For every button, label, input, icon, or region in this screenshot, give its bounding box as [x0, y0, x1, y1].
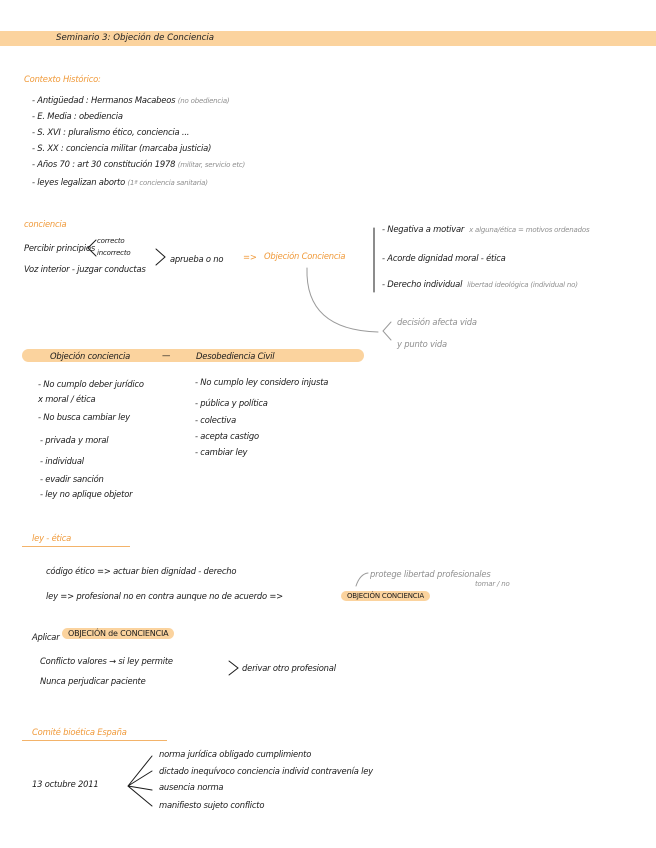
- contexto-item: - leyes legalizan aborto (1ª conciencia sanitaria): [32, 177, 208, 187]
- ley-etica-heading: ley - ética: [32, 533, 72, 543]
- aplicar-line-2: Nunca perjudicar paciente: [40, 676, 146, 686]
- contexto-item: - Antigüedad : Hermanos Macabeos (no obediencia): [32, 95, 230, 105]
- aplicar-label: Aplicar: [32, 632, 60, 642]
- aplicar-result: derivar otro profesional: [242, 663, 336, 673]
- left-list-item: - evadir sanción: [40, 474, 104, 484]
- afecta-brace: [383, 322, 391, 340]
- comite-item: dictado inequívoco conciencia individ contravenía ley: [159, 766, 373, 776]
- right-list-item: - No cumplo ley considero injusta: [195, 377, 329, 387]
- brace-aprueba: [156, 249, 165, 265]
- conciencia-left-2: Voz interior - juzgar conductas: [24, 264, 146, 274]
- afecta-note-2: y punto vida: [397, 339, 447, 349]
- ley-etica-line-2: ley => profesional no en contra aunque no de acuerdo =>: [46, 591, 283, 601]
- contexto-item: - E. Media : obediencia: [32, 111, 123, 121]
- aplicar-brace: [229, 661, 238, 675]
- left-list-item: - No busca cambiar ley: [38, 412, 130, 422]
- comparativa-dash: —: [162, 350, 171, 360]
- page-title: Seminario 3: Objeción de Conciencia: [56, 33, 215, 43]
- aplicar-line-1: Conflicto valores → si ley permite: [40, 656, 173, 666]
- ley-etica-line-1: código ético => actuar bien dignidad - derecho: [46, 566, 237, 576]
- right-list-item: - pública y política: [195, 398, 268, 408]
- objecion-curve: [307, 268, 378, 332]
- comparativa-left-title: Objeción conciencia: [50, 351, 131, 361]
- comparativa-right-title: Desobediencia Civil: [196, 351, 275, 361]
- left-list-item: - No cumplo deber jurídico: [38, 379, 144, 389]
- left-list-item: - ley no aplique objetor: [40, 489, 133, 499]
- brace-top-label: correcto: [97, 237, 125, 245]
- ley-etica-note-1: protege libertad profesionales: [370, 569, 491, 579]
- comite-date: 13 octubre 2011: [32, 779, 99, 789]
- right-list-item: - colectiva: [195, 415, 236, 425]
- left-list-item: - privada y moral: [40, 435, 109, 445]
- contexto-item: - S. XVI : pluralismo ético, conciencia ...: [32, 127, 190, 137]
- comite-heading: Comité bioética España: [32, 727, 127, 737]
- comite-item: ausencia norma: [159, 782, 224, 792]
- ley-etica-note-2: tomar / no: [475, 580, 510, 588]
- right-item: - Negativa a motivar x alguna/ética = motivos ordenados: [382, 224, 590, 234]
- conciencia-arrow: =>: [243, 252, 257, 262]
- left-list-item: - individual: [40, 456, 84, 466]
- objecion-highlight: OBJECIÓN CONCIENCIA: [341, 591, 430, 601]
- conciencia-left-1: Percibir principios: [24, 243, 95, 253]
- right-item: - Acorde dignidad moral - ética: [382, 253, 506, 263]
- comite-fan: [128, 756, 152, 806]
- brace-correcto: [88, 240, 96, 256]
- left-list-item: x moral / ética: [38, 394, 96, 404]
- objecion-label: Objeción Conciencia: [264, 251, 346, 261]
- right-list-item: - cambiar ley: [195, 447, 248, 457]
- right-list-item: - acepta castigo: [195, 431, 259, 441]
- comite-item: manifiesto sujeto conflicto: [159, 800, 265, 810]
- right-item: - Derecho individual libertad ideológica (individual no): [382, 279, 578, 289]
- contexto-item: - S. XX : conciencia militar (marcaba justicia): [32, 143, 212, 153]
- contexto-item: - Años 70 : art 30 constitución 1978 (militar, servicio etc): [32, 159, 246, 169]
- ley-etica-note-curve: [356, 573, 368, 586]
- afecta-note-1: decisión afecta vida: [397, 317, 477, 327]
- brace-bottom-label: incorrecto: [97, 249, 131, 257]
- aplicar-highlight: OBJECIÓN de CONCIENCIA: [62, 628, 174, 639]
- contexto-heading: Contexto Histórico:: [24, 74, 101, 84]
- comite-item: norma jurídica obligado cumplimiento: [159, 749, 312, 759]
- conciencia-heading: conciencia: [24, 219, 67, 229]
- conciencia-middle: aprueba o no: [170, 254, 224, 264]
